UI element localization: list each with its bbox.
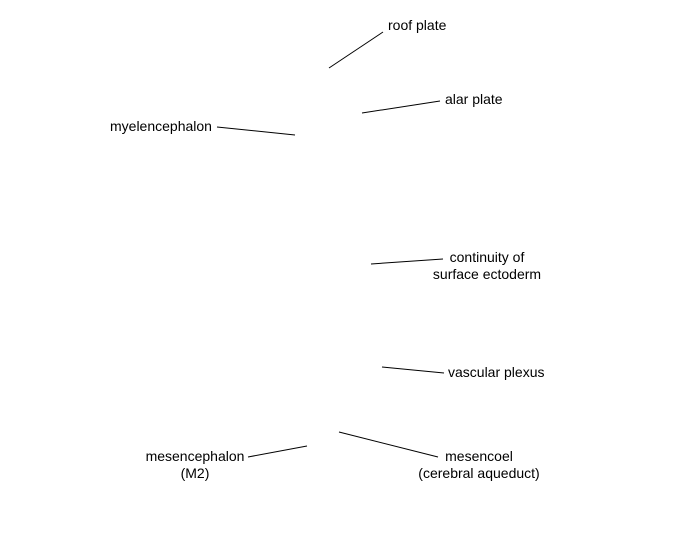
leader-line-vascular-plexus <box>382 367 444 373</box>
label-vascular-plexus: vascular plexus <box>448 364 545 380</box>
label-mesencoel-line2: (cerebral aqueduct) <box>418 465 540 481</box>
leader-line-myelencephalon <box>217 127 295 135</box>
label-mesencephalon-line1: mesencephalon <box>145 448 245 464</box>
label-continuity-ectoderm <box>427 249 547 283</box>
label-mesencephalon-line2: (M2) <box>180 465 210 481</box>
label-mesencoel <box>412 448 546 482</box>
label-continuity-ectoderm-line2: surface ectoderm <box>432 266 542 282</box>
label-continuity-ectoderm-line1: continuity of <box>449 249 525 265</box>
label-mesencoel-line1: mesencoel <box>445 448 513 464</box>
leader-line-mesencephalon <box>248 446 307 457</box>
label-roof-plate: roof plate <box>388 17 447 33</box>
label-mesencephalon <box>140 448 250 482</box>
label-myelencephalon: myelencephalon <box>110 118 212 134</box>
label-alar-plate: alar plate <box>445 91 503 107</box>
leader-line-roof-plate <box>329 32 383 68</box>
leader-line-alar-plate <box>362 101 440 113</box>
